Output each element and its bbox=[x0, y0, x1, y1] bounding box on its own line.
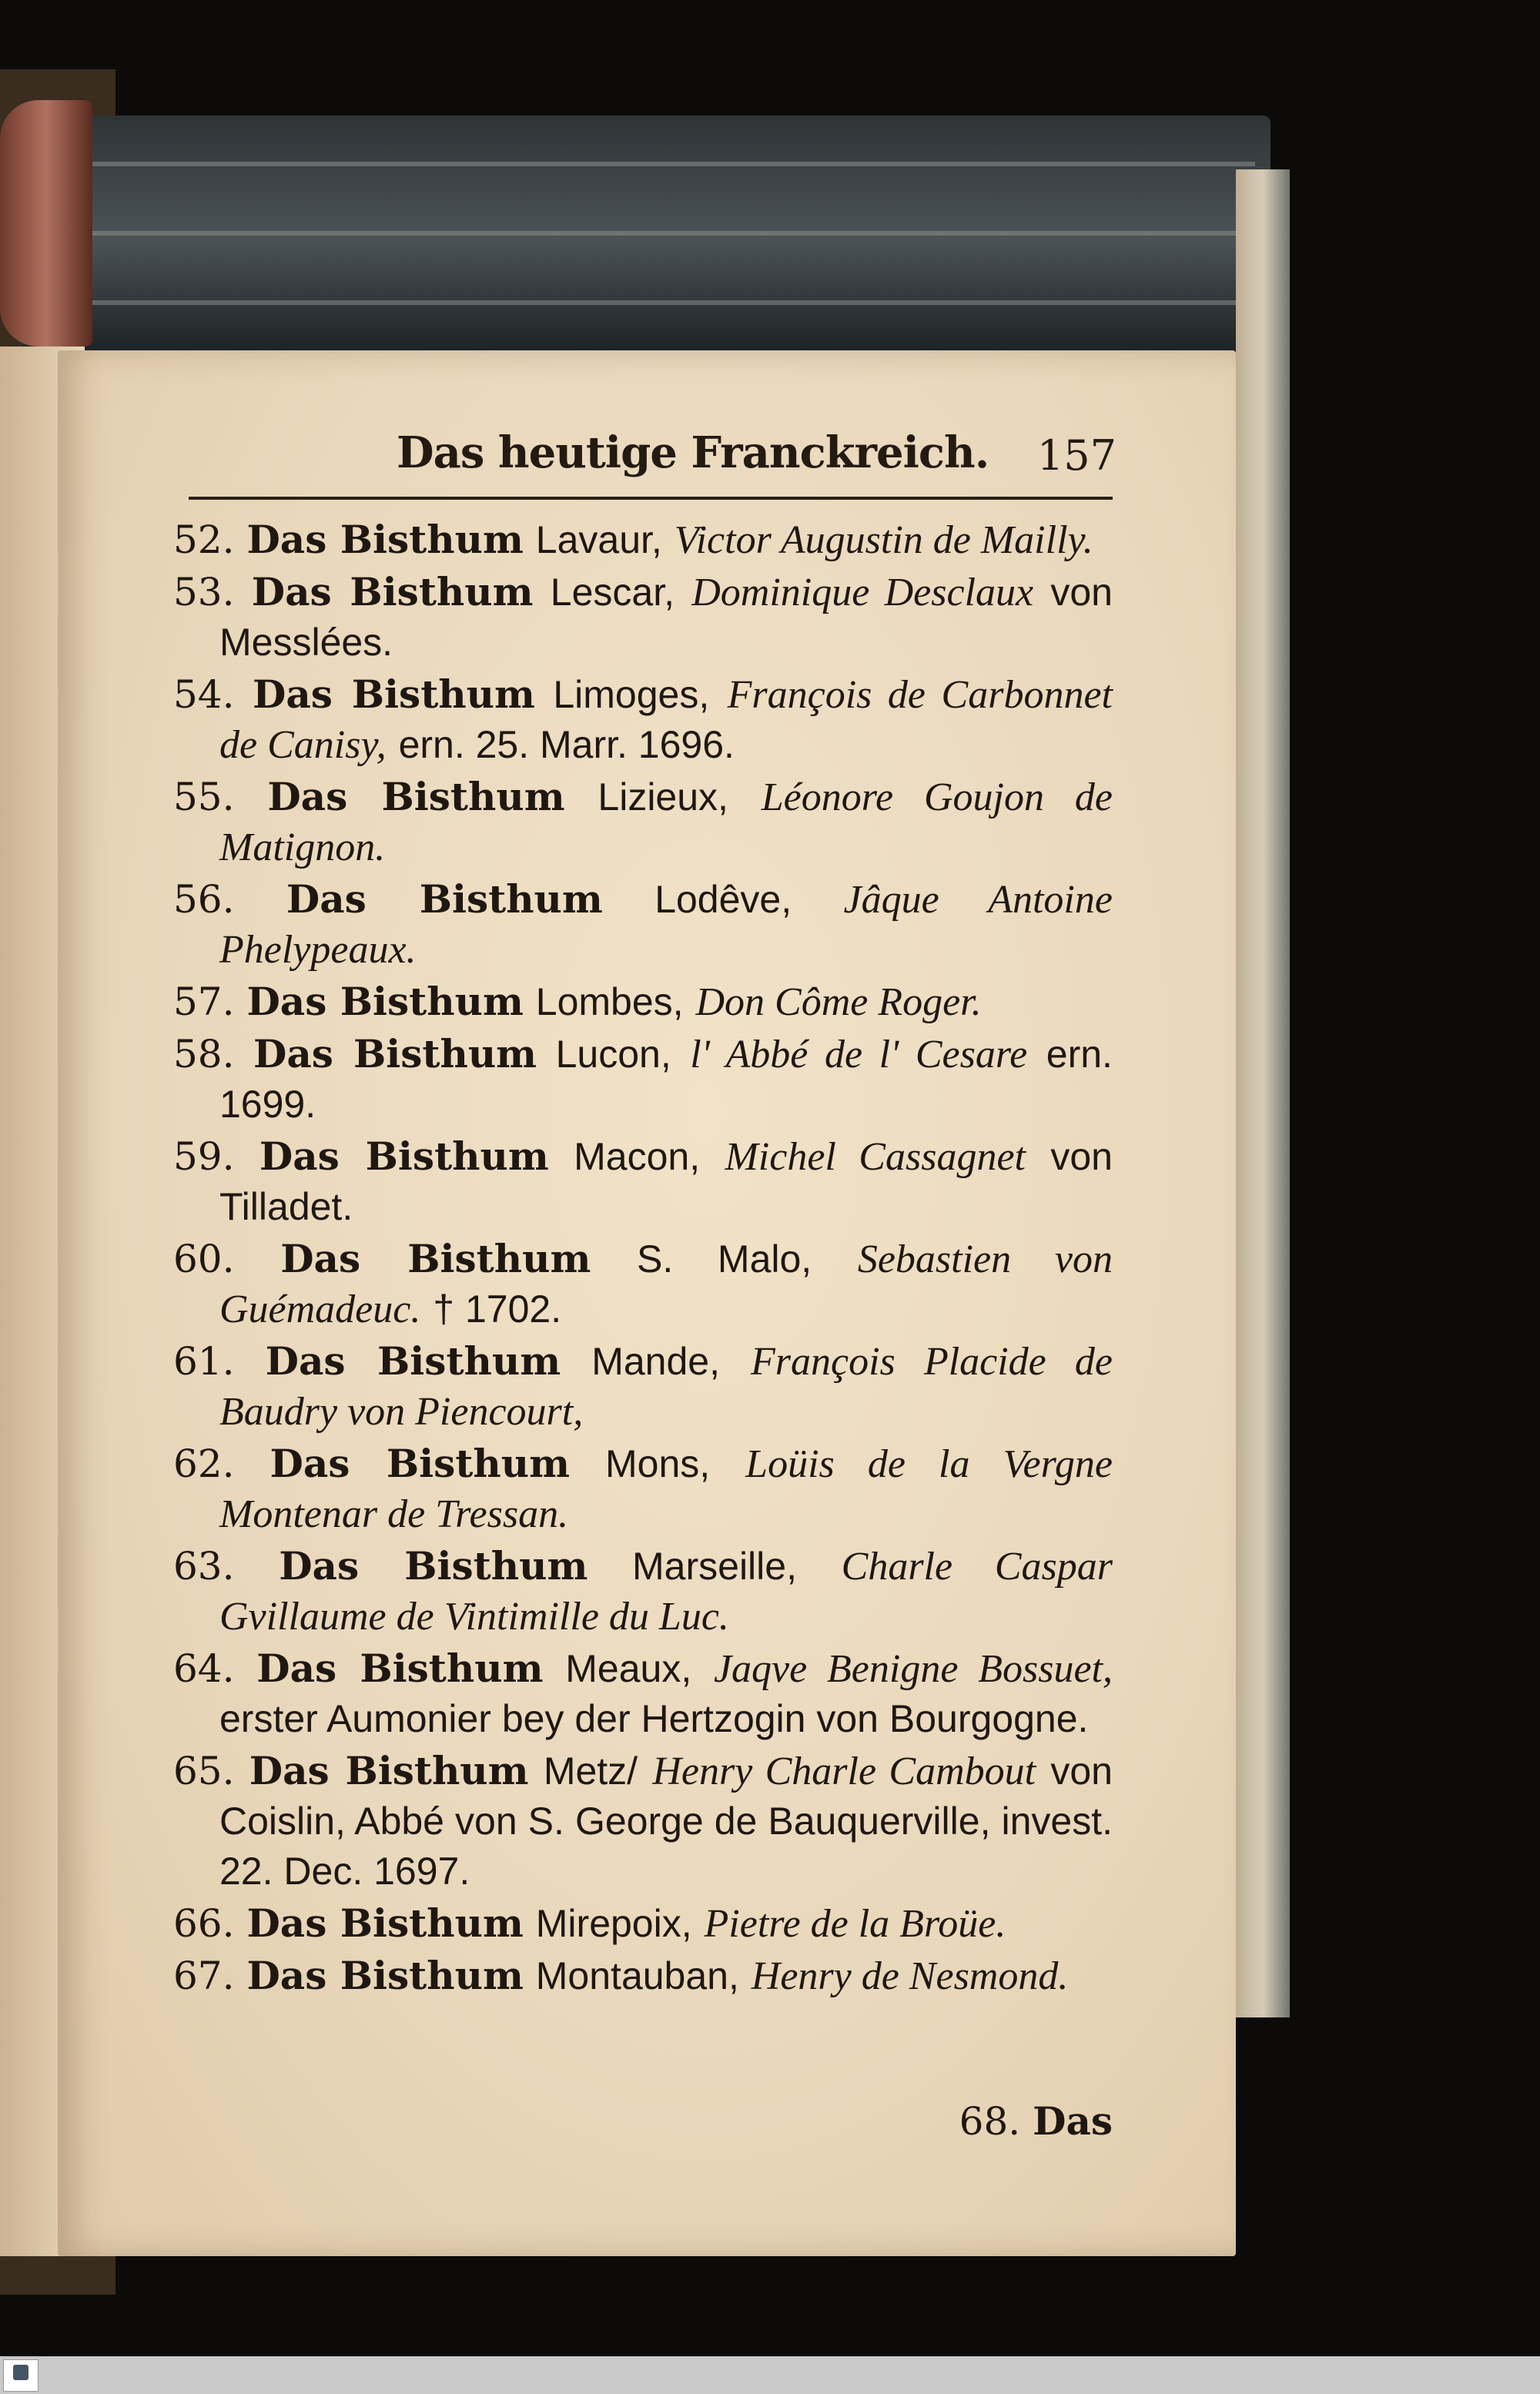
book-top-edge bbox=[23, 116, 1270, 362]
list-item: 60. Das Bisthum S. Malo, Sebastien von Guémadeuc. † 1702. bbox=[173, 1236, 1113, 1331]
list-item: 53. Das Bisthum Lescar, Dominique Desclaux von Messlées. bbox=[173, 569, 1113, 664]
running-title: Das heutige Franckreich. bbox=[397, 427, 989, 478]
catchword: 68. Das bbox=[959, 2098, 1113, 2144]
right-page-edge bbox=[1236, 169, 1290, 2017]
entry-list bbox=[173, 514, 1113, 2003]
list-item: 57. Das Bisthum Lombes, Don Côme Roger. bbox=[173, 979, 982, 1024]
page-header bbox=[385, 427, 1116, 489]
list-item: 55. Das Bisthum Lizieux, Léonore Goujon de Matignon. bbox=[173, 774, 1113, 869]
list-item: 62. Das Bisthum Mons, Loüis de la Vergne Montenar de Tressan. bbox=[173, 1441, 1113, 1536]
list-item: 66. Das Bisthum Mirepoix, Pietre de la Broüe. bbox=[173, 1900, 1006, 1946]
page-number: 157 bbox=[1036, 431, 1116, 480]
list-item: 56. Das Bisthum Lodêve, Jâque Antoine Phelypeaux. bbox=[173, 876, 1113, 972]
list-item: 64. Das Bisthum Meaux, Jaqve Benigne Bossuet, erster Aumonier bey der Hertzogin von Bourgogne. bbox=[173, 1646, 1113, 1740]
list-item: 52. Das Bisthum Lavaur, Victor Augustin de Mailly. bbox=[173, 517, 1093, 562]
list-item: 67. Das Bisthum Montauban, Henry de Nesmond. bbox=[173, 1953, 1069, 1998]
logo-mark bbox=[13, 2365, 28, 2380]
list-item: 59. Das Bisthum Macon, Michel Cassagnet von Tilladet. bbox=[173, 1133, 1113, 1228]
page-edge-stripe bbox=[38, 300, 1255, 305]
page-edge-stripe bbox=[38, 231, 1255, 236]
list-item: 65. Das Bisthum Metz/ Henry Charle Cambout von Coislin, Abbé von S. George de Bauquerville, invest. 22. Dec. 1697. bbox=[173, 1748, 1113, 1893]
list-item: 54. Das Bisthum Limoges, François de Carbonnet de Canisy, ern. 25. Marr. 1696. bbox=[173, 671, 1113, 767]
library-logo-icon bbox=[3, 2359, 38, 2392]
viewer-bottom-bar bbox=[0, 2356, 1540, 2394]
list-item: 58. Das Bisthum Lucon, l' Abbé de l' Cesare ern. 1699. bbox=[173, 1031, 1113, 1126]
bookmark-ribbon bbox=[0, 100, 92, 347]
header-rule bbox=[189, 497, 1113, 500]
page-edge-stripe bbox=[38, 162, 1255, 166]
list-item: 63. Das Bisthum Marseille, Charle Caspar Gvillaume de Vintimille du Luc. bbox=[173, 1543, 1113, 1639]
list-item: 61. Das Bisthum Mande, François Placide de Baudry von Piencourt, bbox=[173, 1338, 1113, 1434]
